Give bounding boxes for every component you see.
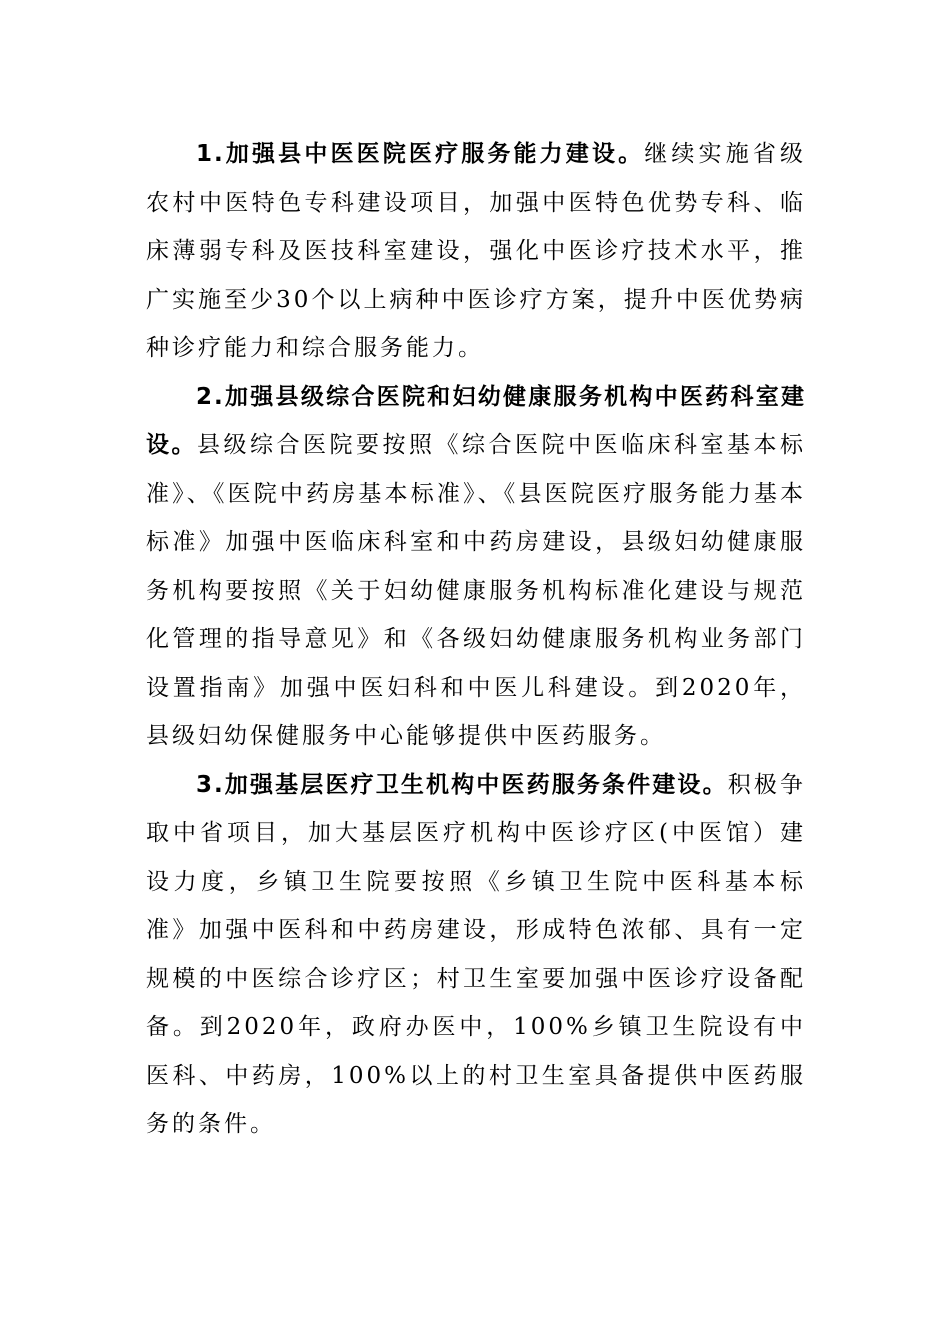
document-page: [146, 130, 806, 1149]
paragraph-3: [146, 761, 806, 1149]
paragraph-3-body: 积极争取中省项目，加大基层医疗机构中医诊疗区(中医馆）建设力度，乡镇卫生院要按照《乡镇卫生院中医科基本标准》加强中医科和中药房建设，形成特色浓郁、具有一定规模的中医综合诊疗区；村卫生室要加强中医诊疗设备配备。到2020年，政府办医中，100%乡镇卫生院设有中医科、中药房，100%以上的村卫生室具备提供中医药服务的条件。: [146, 771, 807, 1137]
paragraph-1: [146, 130, 806, 373]
paragraph-1-heading: 1.加强县中医医院医疗服务能力建设。: [196, 141, 645, 167]
paragraph-2: [146, 373, 806, 761]
paragraph-2-body: 县级综合医院要按照《综合医院中医临床科室基本标准》、《医院中药房基本标准》、《县医院医疗服务能力基本标准》加强中医临床科室和中药房建设，县级妇幼健康服务机构要按照《关于妇幼健康服务机构标准化建设与规范化管理的指导意见》和《各级妇幼健康服务机构业务部门设置指南》加强中医妇科和中医儿科建设。到2020年，县级妇幼保健服务中心能够提供中医药服务。: [146, 432, 806, 749]
paragraph-2-heading: 2.加强县级综合医院和妇幼健康服务机构中医药科室建设。: [146, 383, 806, 458]
paragraph-3-heading: 3.加强基层医疗卫生机构中医药服务条件建设。: [196, 771, 728, 798]
paragraph-1-body: 继续实施省级农村中医特色专科建设项目，加强中医特色优势专科、临床薄弱专科及医技科室建设，强化中医诊疗技术水平，推广实施至少30个以上病种中医诊疗方案，提升中医优势病种诊疗能力和综合服务能力。: [146, 141, 807, 361]
